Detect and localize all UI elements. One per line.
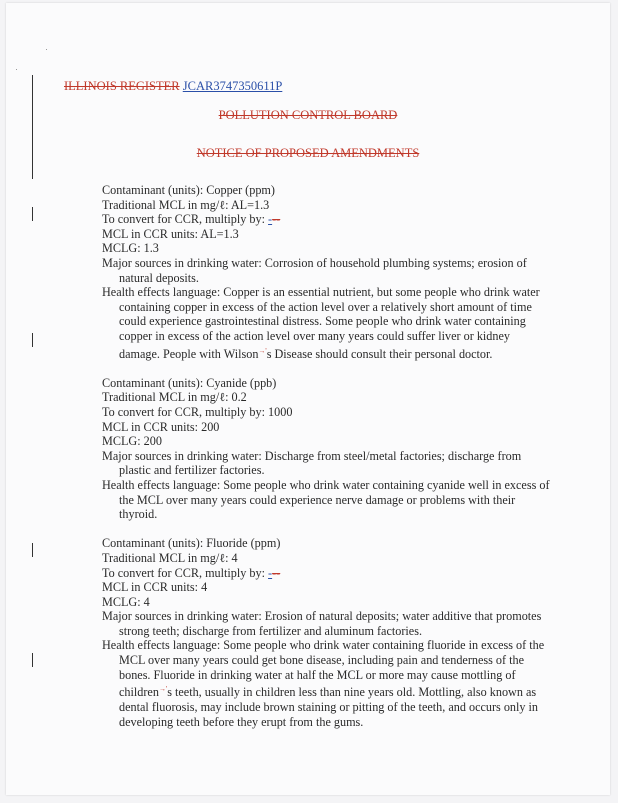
contaminant-section-copper	[102, 183, 550, 361]
convert-label: To convert for CCR, multiply by:	[102, 565, 265, 580]
change-bar	[32, 207, 33, 221]
health-text: Health effects language: Copper is an essential nutrient, but some people who drink water containing copper in excess of the action level over a relatively short amount of time could experience gastrointestinal distress. Some people who drink water containing copper in excess of the action level over many years could suffer liver or kidney damage. People with Wilson	[102, 285, 540, 361]
convert-factor	[102, 405, 550, 420]
convert-factor	[102, 566, 550, 581]
mcl-ccr-units: MCL in CCR units: 200	[102, 419, 220, 434]
major-sources: Major sources in drinking water: Erosion of natural deposits; water additive that promotes strong teeth; discharge from fertilizer and aluminum factories.	[102, 609, 542, 638]
health-effects	[102, 638, 550, 729]
mclg: MCLG: 1.3	[102, 241, 159, 256]
health-effects	[102, 285, 550, 361]
contaminant-name: Contaminant (units): Cyanide (ppb)	[102, 375, 277, 390]
document-page	[6, 3, 610, 795]
major-sources: Major sources in drinking water: Corrosion of household plumbing systems; erosion of natural deposits.	[102, 255, 527, 285]
mcl-ccr-units: MCL in CCR units: 4	[102, 580, 208, 595]
convert-factor	[102, 212, 550, 227]
board-heading: POLLUTION CONTROL BOARD	[218, 108, 398, 122]
convert-label: To convert for CCR, multiply by:	[102, 404, 265, 419]
contaminant-name: Contaminant (units): Copper (ppm)	[102, 183, 275, 197]
change-bar	[32, 333, 33, 347]
health-text: Health effects language: Some people who drink water containing fluoride in excess of the MCL over many years could get bone disease, including pain and tenderness of the bones. Fluoride in drinking water at half the MCL or more may cause mottling of children	[102, 638, 545, 700]
notice-heading: NOTICE OF PROPOSED AMENDMENTS	[196, 146, 420, 160]
apostrophe-edit-mark: →'	[258, 346, 267, 355]
traditional-mcl: Traditional MCL in mg/ℓ: 4	[102, 550, 238, 565]
inserted-dash: -	[268, 565, 273, 580]
document-body	[102, 183, 550, 744]
scan-speck	[16, 69, 17, 70]
contaminant-section-cyanide	[102, 376, 550, 522]
inserted-dash: -	[268, 212, 273, 227]
change-bar	[32, 653, 33, 667]
health-text-continued: s Disease should consult their personal doctor.	[266, 346, 493, 361]
health-text-continued: s teeth, usually in children less than nine years old. Mottling, also known as dental fluorosis, may include brown staining or pitting of the teeth, and occurs only in developing teeth before they erupt from the gums.	[119, 685, 539, 729]
scan-speck	[46, 49, 47, 50]
deleted-dashes: --	[272, 565, 281, 580]
change-bar	[32, 543, 33, 557]
apostrophe-edit-mark: →'	[158, 685, 168, 694]
inserted-jcar-code: JCAR3747350611P	[182, 79, 283, 93]
health-effects: Health effects language: Some people who drink water containing cyanide well in excess of the MCL over many years could experience nerve damage or problems with their thyroid.	[102, 477, 550, 522]
deleted-register-title: ILLINOIS REGISTER	[64, 79, 180, 93]
traditional-mcl: Traditional MCL in mg/ℓ: 0.2	[102, 390, 247, 405]
traditional-mcl: Traditional MCL in mg/ℓ: AL=1.3	[102, 197, 270, 212]
mclg: MCLG: 200	[102, 434, 162, 449]
deleted-dashes: --	[272, 212, 281, 227]
change-bar	[32, 75, 33, 179]
mclg: MCLG: 4	[102, 594, 150, 609]
register-header	[64, 79, 282, 94]
contaminant-section-fluoride	[102, 536, 550, 729]
mcl-ccr-units: MCL in CCR units: AL=1.3	[102, 226, 239, 241]
convert-label: To convert for CCR, multiply by:	[102, 212, 265, 227]
convert-value: 1000	[268, 404, 293, 419]
major-sources: Major sources in drinking water: Discharge from steel/metal factories; discharge from plastic and fertilizer factories.	[102, 448, 522, 478]
contaminant-name: Contaminant (units): Fluoride (ppm)	[102, 536, 281, 551]
